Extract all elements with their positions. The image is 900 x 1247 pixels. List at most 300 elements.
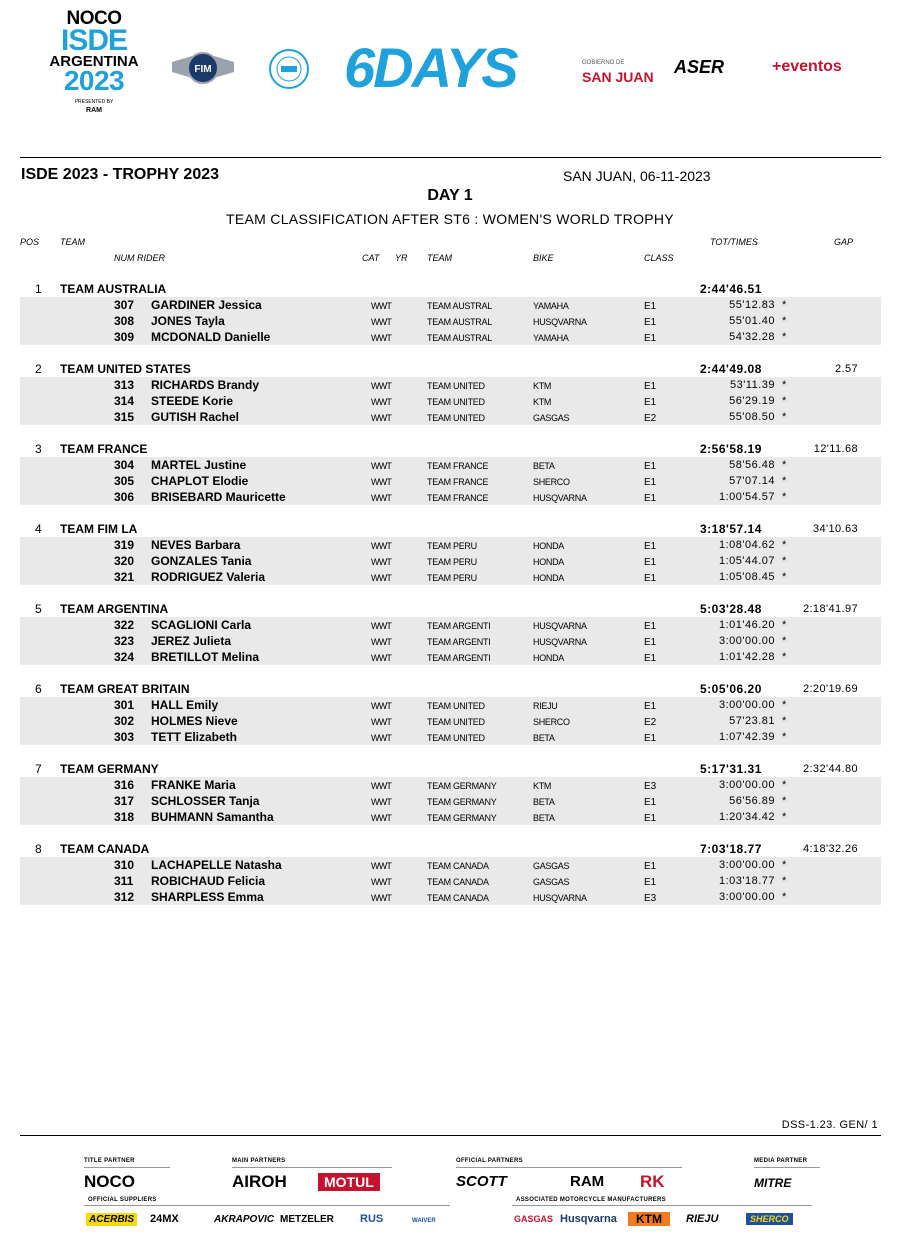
rider-name: BRETILLOT Melina [151,650,259,664]
rider-name: LACHAPELLE Natasha [151,858,282,872]
rider-bike: BETA [533,733,555,743]
rider-time: 1:00'54.57 [718,491,775,503]
ktm-logo: KTM [628,1212,670,1226]
rider-category: WWT [371,461,392,471]
noco-sponsor-logo: NOCO [84,1172,135,1191]
rider-time: 57'07.14 [729,475,775,487]
rider-team: TEAM UNITED [427,381,485,391]
rider-counted-mark: * [782,715,787,727]
rider-row [20,489,881,505]
isde-logo-line3: ARGENTINA [49,53,139,70]
six-days-logo: 6DAYS [344,36,517,99]
rider-row [20,553,881,569]
rider-bike: RIEJU [533,701,558,711]
rider-time: 58'56.48 [729,459,775,471]
rider-team: TEAM AUSTRAL [427,333,492,343]
fim-logo [170,48,236,88]
rider-name: GARDINER Jessica [151,298,262,312]
airoh-logo: AIROH [232,1172,287,1191]
rider-bike: GASGAS [533,413,570,423]
rider-class: E1 [644,701,657,712]
col-header-num-rider: NUM RIDER [114,253,165,263]
rider-time: 57'23.81 [729,715,775,727]
day-title: DAY 1 [427,187,473,204]
rider-row [20,777,881,793]
cam-seal-logo [268,48,310,90]
waiver-logo: WAIVER [412,1218,436,1224]
san-juan-logo-main: SAN JUAN [582,69,654,85]
col-header-tot-times: TOT/TIMES [710,237,758,247]
rider-number: 319 [114,538,135,552]
rider-class: E1 [644,653,657,664]
team-gap: 2:18'41.97 [802,603,858,615]
rider-team: TEAM PERU [427,541,477,551]
rider-counted-mark: * [782,539,787,551]
rider-counted-mark: * [782,811,787,823]
rider-team: TEAM CANADA [427,893,489,903]
rider-team: TEAM UNITED [427,733,485,743]
official-suppliers-label: OFFICIAL SUPPLIERS [88,1197,157,1203]
rider-number: 314 [114,394,135,408]
team-total-time: 2:56'58.19 [700,442,762,456]
team-row [0,521,900,537]
header-divider [20,157,881,158]
rider-bike: SHERCO [533,717,570,727]
rider-time: 1:01'42.28 [718,651,775,663]
rider-time: 3:00'00.00 [718,699,775,711]
rider-team: TEAM UNITED [427,413,485,423]
rider-number: 320 [114,554,135,568]
team-position: 2 [35,362,42,376]
rider-class: E2 [644,413,657,424]
rider-row [20,473,881,489]
rider-row [20,457,881,473]
rider-row [20,857,881,873]
rider-name: SHARPLESS Emma [151,890,264,904]
team-row [0,761,900,777]
rider-time: 1:07'42.39 [718,731,775,743]
rider-class: E1 [644,733,657,744]
rider-team: TEAM UNITED [427,717,485,727]
manufacturers-label: ASSOCIATED MOTORCYCLE MANUFACTURERS [516,1197,666,1203]
rus-logo: RUS [360,1213,384,1225]
rider-counted-mark: * [782,779,787,791]
rider-counted-mark: * [782,395,787,407]
team-total-time: 5:17'31.31 [700,762,762,776]
rider-number: 316 [114,778,135,792]
rider-bike: HONDA [533,653,565,663]
isde-logo-line1: NOCO [66,8,122,29]
rider-class: E1 [644,637,657,648]
rider-time: 1:20'34.42 [718,811,775,823]
rider-counted-mark: * [782,459,787,471]
team-row [0,361,900,377]
rider-number: 306 [114,490,135,504]
event-title: ISDE 2023 - TROPHY 2023 [21,166,220,183]
rider-name: RICHARDS Brandy [151,378,260,392]
col-header-team: TEAM [60,237,86,247]
rider-class: E1 [644,493,657,504]
rider-category: WWT [371,317,392,327]
san-juan-logo [582,56,654,84]
rider-number: 315 [114,410,135,424]
rider-row [20,713,881,729]
rider-counted-mark: * [782,491,787,503]
aser-logo: ASER [674,57,725,77]
team-name: TEAM AUSTRALIA [60,282,167,296]
rider-category: WWT [371,413,392,423]
rider-category: WWT [371,621,392,631]
rider-category: WWT [371,717,392,727]
rider-bike: HUSQVARNA [533,621,587,631]
rider-category: WWT [371,397,392,407]
rider-time: 1:01'46.20 [718,619,775,631]
rider-counted-mark: * [782,555,787,567]
rider-time: 56'56.89 [729,795,775,807]
rider-class: E3 [644,781,657,792]
rider-name: SCAGLIONI Carla [151,618,252,632]
rider-class: E1 [644,877,657,888]
rider-bike: YAMAHA [533,301,569,311]
rider-team: TEAM UNITED [427,701,485,711]
rider-name: HALL Emily [151,698,219,712]
team-position: 1 [35,282,42,296]
rider-row [20,697,881,713]
rider-number: 321 [114,570,135,584]
rider-row [20,409,881,425]
team-position: 5 [35,602,42,616]
team-gap: 4:18'32.26 [802,843,858,855]
rider-category: WWT [371,541,392,551]
rider-name: HOLMES Nieve [151,714,238,728]
rider-category: WWT [371,301,392,311]
team-row [0,441,900,457]
fim-logo-text: FIM [194,64,212,75]
main-partners-rule [232,1167,392,1168]
metzeler-logo: METZELER [280,1214,334,1225]
rider-number: 318 [114,810,135,824]
rider-number: 308 [114,314,135,328]
rider-time: 53'11.39 [729,379,775,391]
rider-team: TEAM PERU [427,557,477,567]
media-partner-rule [754,1167,820,1168]
rider-category: WWT [371,733,392,743]
team-gap: 2:20'19.69 [802,683,858,695]
rider-time: 3:00'00.00 [718,859,775,871]
rider-bike: BETA [533,461,555,471]
rider-category: WWT [371,877,392,887]
rider-number: 323 [114,634,135,648]
team-total-time: 5:05'06.20 [700,682,762,696]
rider-class: E1 [644,461,657,472]
rider-time: 54'32.28 [729,331,775,343]
24mx-logo: 24MX [150,1213,179,1225]
rider-name: TETT Elizabeth [151,730,238,744]
rider-class: E1 [644,541,657,552]
acerbis-logo: ACERBIS [86,1213,137,1226]
rider-class: E1 [644,301,657,312]
rider-number: 311 [114,874,134,888]
rider-name: BUHMANN Samantha [151,810,274,824]
team-name: TEAM CANADA [60,842,150,856]
rider-row [20,313,881,329]
rider-time: 1:05'08.45 [718,571,775,583]
sherco-logo: SHERCO [746,1213,793,1225]
rider-category: WWT [371,493,392,503]
rider-team: TEAM GERMANY [427,797,497,807]
team-name: TEAM FRANCE [60,442,148,456]
col-header-bike: BIKE [533,253,554,263]
rieju-logo: RIEJU [686,1213,719,1225]
team-total-time: 5:03'28.48 [700,602,762,616]
rider-class: E1 [644,333,657,344]
rider-team: TEAM FRANCE [427,477,489,487]
rider-counted-mark: * [782,411,787,423]
official-partners-label: OFFICIAL PARTNERS [456,1158,523,1164]
rider-bike: HUSQVARNA [533,893,587,903]
rider-number: 309 [114,330,135,344]
rider-bike: YAMAHA [533,333,569,343]
rider-team: TEAM PERU [427,573,477,583]
rider-counted-mark: * [782,699,787,711]
rider-time: 3:00'00.00 [718,779,775,791]
title-partner-label: TITLE PARTNER [84,1158,135,1164]
rider-number: 305 [114,474,135,488]
rider-category: WWT [371,653,392,663]
team-gap: 12'11.68 [813,443,858,455]
rider-number: 307 [114,298,135,312]
rider-bike: HUSQVARNA [533,493,587,503]
team-position: 4 [35,522,42,536]
rider-counted-mark: * [782,379,787,391]
rider-name: MCDONALD Danielle [151,330,271,344]
mitre-logo: MITRE [754,1176,792,1190]
team-total-time: 2:44'49.08 [700,362,762,376]
ram-logo: RAM [570,1173,605,1190]
san-juan-logo-small: GOBIERNO DE [582,60,625,66]
rider-number: 317 [114,794,135,808]
team-name: TEAM ARGENTINA [60,602,169,616]
team-row [0,601,900,617]
rider-time: 3:00'00.00 [718,891,775,903]
rider-team: TEAM CANADA [427,877,489,887]
rider-category: WWT [371,637,392,647]
rider-team: TEAM AUSTRAL [427,317,492,327]
husqvarna-logo: Husqvarna [560,1213,617,1225]
rider-bike: KTM [533,381,552,391]
rider-row [20,569,881,585]
rider-counted-mark: * [782,571,787,583]
main-partners-label: MAIN PARTNERS [232,1158,286,1164]
manufacturers-rule [512,1205,812,1206]
gasgas-logo: GASGAS [514,1214,554,1224]
rider-name: BRISEBARD Mauricette [151,490,286,504]
classification-title: TEAM CLASSIFICATION AFTER ST6 : WOMEN'S WORLD TROPHY [226,211,674,227]
rider-time: 55'12.83 [729,299,775,311]
rider-counted-mark: * [782,891,787,903]
isde-logo-line6: RAM [86,107,102,114]
rider-name: FRANKE Maria [151,778,236,792]
rider-team: TEAM GERMANY [427,813,497,823]
rider-name: ROBICHAUD Felicia [151,874,266,888]
col-header-cat: CAT [362,253,380,263]
rider-counted-mark: * [782,731,787,743]
footer-divider [20,1135,881,1136]
rider-time: 1:05'44.07 [718,555,775,567]
official-partners-rule [456,1167,682,1168]
rider-bike: SHERCO [533,477,570,487]
rider-row [20,393,881,409]
rider-bike: HUSQVARNA [533,317,587,327]
team-gap: 2:32'44.80 [802,763,858,775]
rider-name: JONES Tayla [151,314,225,328]
rider-name: GONZALES Tania [151,554,252,568]
rider-row [20,377,881,393]
team-gap: 2.57 [834,363,858,375]
col-header-pos: POS [20,237,40,247]
team-name: TEAM GERMANY [60,762,159,776]
rider-team: TEAM ARGENTI [427,637,491,647]
rider-bike: KTM [533,781,552,791]
team-name: TEAM GREAT BRITAIN [60,682,190,696]
team-name: TEAM UNITED STATES [60,362,191,376]
rider-team: TEAM FRANCE [427,493,489,503]
rider-time: 55'01.40 [729,315,775,327]
rider-row [20,649,881,665]
rider-class: E1 [644,381,657,392]
team-gap: 34'10.63 [812,523,858,535]
official-suppliers-rule [84,1205,450,1206]
rider-number: 310 [114,858,135,872]
rider-row [20,873,881,889]
rider-number: 312 [114,890,135,904]
rider-category: WWT [371,781,392,791]
rider-row [20,633,881,649]
rider-category: WWT [371,701,392,711]
rider-name: RODRIGUEZ Valeria [151,570,266,584]
media-partner-label: MEDIA PARTNER [754,1158,808,1164]
rider-counted-mark: * [782,859,787,871]
rider-name: GUTISH Rachel [151,410,240,424]
rider-number: 324 [114,650,135,664]
rider-class: E1 [644,861,657,872]
team-row [0,281,900,297]
rider-number: 304 [114,458,135,472]
rider-team: TEAM UNITED [427,397,485,407]
team-row [0,681,900,697]
col-header-gap: GAP [834,237,854,247]
team-name: TEAM FIM LA [60,522,138,536]
col-header-yr: YR [395,253,408,263]
title-partner-rule [84,1167,170,1168]
rider-name: MARTEL Justine [151,458,247,472]
rider-class: E1 [644,477,657,488]
team-total-time: 2:44'46.51 [700,282,762,296]
rider-category: WWT [371,813,392,823]
rider-row [20,729,881,745]
rider-class: E2 [644,717,657,728]
rider-time: 1:03'18.77 [718,875,775,887]
rider-name: SCHLOSSER Tanja [151,794,260,808]
rider-name: CHAPLOT Elodie [151,474,249,488]
rider-counted-mark: * [782,475,787,487]
rider-bike: KTM [533,397,552,407]
rider-row [20,297,881,313]
rider-counted-mark: * [782,331,787,343]
eventos-logo: +eventos [772,58,842,75]
rider-row [20,537,881,553]
rider-class: E1 [644,557,657,568]
scott-logo: SCOTT [456,1173,507,1190]
rider-category: WWT [371,557,392,567]
rider-row [20,617,881,633]
rider-class: E3 [644,893,657,904]
team-position: 6 [35,682,42,696]
rider-bike: GASGAS [533,877,570,887]
col-header-team2: TEAM [427,253,453,263]
rider-category: WWT [371,333,392,343]
rider-bike: HONDA [533,573,565,583]
team-position: 7 [35,762,42,776]
rider-name: NEVES Barbara [151,538,241,552]
rider-category: WWT [371,861,392,871]
team-total-time: 7:03'18.77 [700,842,762,856]
rider-row [20,329,881,345]
team-total-time: 3:18'57.14 [700,522,762,536]
team-position: 3 [35,442,42,456]
rider-counted-mark: * [782,651,787,663]
rider-time: 56'29.19 [729,395,775,407]
rider-counted-mark: * [782,299,787,311]
rider-team: TEAM CANADA [427,861,489,871]
isde-logo-line2: ISDE [60,24,128,57]
rider-number: 301 [114,698,135,712]
rider-counted-mark: * [782,315,787,327]
rider-team: TEAM ARGENTI [427,621,491,631]
rider-time: 55'08.50 [729,411,775,423]
rider-category: WWT [371,797,392,807]
rider-category: WWT [371,893,392,903]
rider-class: E1 [644,813,657,824]
rider-time: 1:08'04.62 [718,539,775,551]
isde-logo-line5: PRESENTED BY [74,99,114,105]
rk-logo: RK [640,1172,665,1191]
document-code: DSS-1.23. GEN/ 1 [781,1119,878,1131]
isde-argentina-logo [46,10,142,114]
rider-row [20,793,881,809]
rider-team: TEAM FRANCE [427,461,489,471]
akrapovic-logo: AKRAPOVIC [214,1214,275,1225]
rider-team: TEAM GERMANY [427,781,497,791]
rider-class: E1 [644,397,657,408]
rider-bike: BETA [533,797,555,807]
place-date: SAN JUAN, 06-11-2023 [563,168,711,184]
rider-row [20,809,881,825]
rider-number: 313 [114,378,135,392]
rider-team: TEAM AUSTRAL [427,301,492,311]
rider-class: E1 [644,317,657,328]
isde-logo-line4: 2023 [63,65,125,96]
rider-number: 303 [114,730,135,744]
rider-class: E1 [644,573,657,584]
motul-logo: MOTUL [318,1173,380,1191]
rider-team: TEAM ARGENTI [427,653,491,663]
rider-class: E1 [644,621,657,632]
rider-bike: BETA [533,813,555,823]
rider-number: 322 [114,618,135,632]
rider-category: WWT [371,573,392,583]
rider-number: 302 [114,714,135,728]
